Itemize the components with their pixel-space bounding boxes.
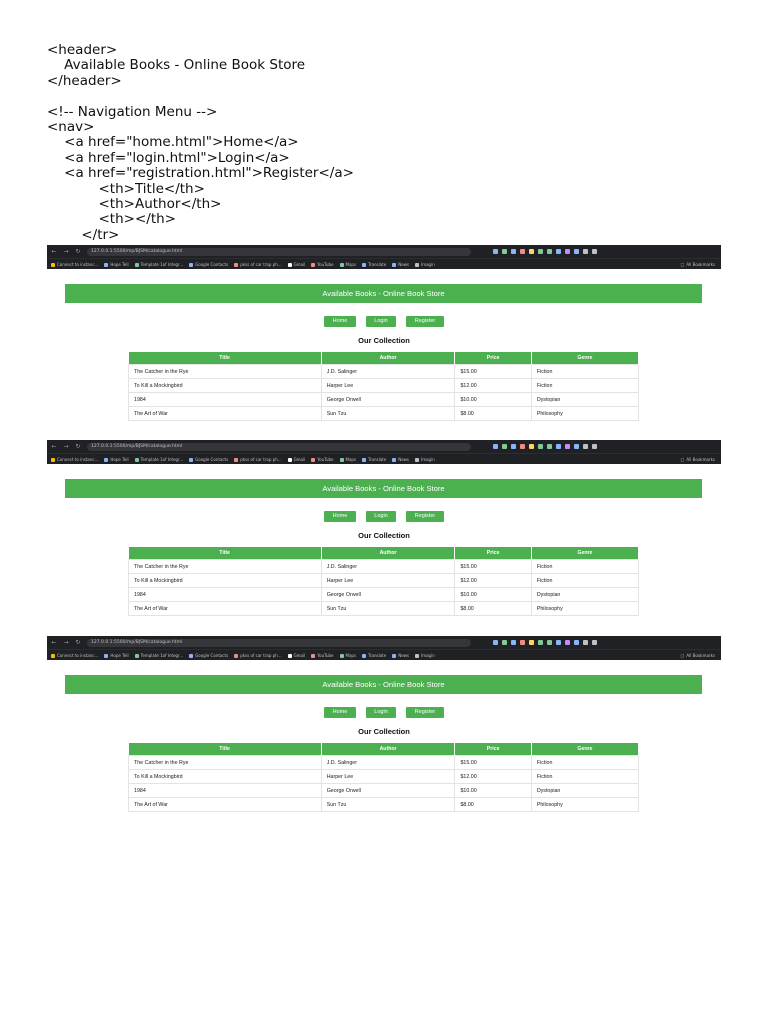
extension-icon[interactable] [583, 249, 588, 254]
table-header-row [129, 547, 639, 560]
bookmark-item[interactable] [51, 262, 98, 267]
table-cell: $10.00 [455, 393, 531, 407]
bookmark-item[interactable] [135, 653, 184, 658]
nav-link-login[interactable]: Login [366, 511, 396, 522]
table-cell: George Orwell [321, 588, 455, 602]
bookmark-label: Gmail [293, 262, 306, 267]
bookmark-item[interactable] [415, 457, 435, 462]
address-bar[interactable]: 127.0.0.1:5500/mp/BJSM/catalogue.html [87, 639, 471, 647]
bookmark-item[interactable] [362, 653, 386, 658]
table-cell: Fiction [531, 379, 638, 393]
extension-icon[interactable] [511, 640, 516, 645]
table-row [129, 560, 639, 574]
bookmark-label: pkss of car trap ph... [240, 653, 282, 658]
extension-icons [493, 640, 597, 645]
extension-icon[interactable] [520, 640, 525, 645]
browser-toolbar [47, 440, 721, 453]
code-line: <th>Title</th> [47, 180, 205, 197]
bookmark-label: Template 1of Integr... [140, 457, 184, 462]
code-line [47, 89, 354, 104]
site-header: Available Books - Online Book Store [65, 479, 702, 498]
table-cell: Dystopian [531, 784, 638, 798]
table-cell: 1984 [129, 784, 322, 798]
table-cell: Dystopian [531, 393, 638, 407]
table-cell: The Art of War [129, 602, 322, 616]
column-header-author: Author [321, 352, 455, 365]
bookmark-favicon-icon [362, 458, 366, 462]
extension-icon[interactable] [565, 640, 570, 645]
extension-icon[interactable] [547, 444, 552, 449]
extension-icon[interactable] [556, 249, 561, 254]
reload-icon[interactable]: ↻ [75, 443, 81, 450]
extension-icons [493, 444, 597, 449]
table-cell: Harper Lee [321, 379, 455, 393]
browser-screenshot [47, 440, 721, 616]
bookmark-item[interactable] [392, 457, 409, 462]
code-line: Available Books - Online Book Store [47, 57, 306, 74]
bookmark-favicon-icon [135, 458, 139, 462]
collection-title: Our Collection [358, 727, 410, 736]
table-cell: Sun Tzu [321, 407, 455, 421]
site-nav [47, 511, 721, 522]
table-cell: George Orwell [321, 393, 455, 407]
bookmark-favicon-icon [311, 263, 315, 267]
bookmark-item[interactable] [311, 262, 333, 267]
extension-icon[interactable] [538, 640, 543, 645]
extension-icon[interactable] [529, 249, 534, 254]
bookmark-favicon-icon [362, 654, 366, 658]
bookmark-item[interactable] [104, 653, 128, 658]
extension-icon[interactable] [529, 640, 534, 645]
extension-icon[interactable] [511, 249, 516, 254]
table-cell: $12.00 [455, 379, 531, 393]
bookmark-favicon-icon [135, 654, 139, 658]
bookmarks-bar [47, 258, 721, 270]
table-cell: $8.00 [455, 602, 531, 616]
nav-link-home[interactable]: Home [324, 707, 356, 718]
nav-link-login[interactable]: Login [366, 316, 396, 327]
code-line: <a href="home.html">Home</a> [47, 134, 299, 151]
table-cell: $15.00 [455, 365, 531, 379]
bookmark-favicon-icon [189, 458, 193, 462]
table-cell: The Art of War [129, 407, 322, 421]
bookmark-favicon-icon [51, 263, 55, 267]
bookmark-label: Hope Tell [110, 262, 129, 267]
extension-icon[interactable] [502, 249, 507, 254]
bookmark-favicon-icon [340, 263, 344, 267]
bookmark-favicon-icon [392, 458, 396, 462]
table-row [129, 798, 639, 812]
code-line: <th></th> [47, 211, 176, 228]
bookmark-item[interactable] [189, 262, 228, 267]
extension-icon[interactable] [529, 444, 534, 449]
table-cell: Fiction [531, 756, 638, 770]
table-row [129, 379, 639, 393]
bookmark-label: Imagin [421, 653, 435, 658]
table-cell: Harper Lee [321, 574, 455, 588]
extension-icon[interactable] [511, 444, 516, 449]
back-icon[interactable]: ← [51, 639, 57, 646]
extension-icon[interactable] [547, 640, 552, 645]
bookmark-label: Maps [345, 262, 357, 267]
table-cell: J.D. Salinger [321, 756, 455, 770]
column-header-genre: Genre [531, 547, 638, 560]
bookmark-label: Maps [345, 653, 357, 658]
code-line: </header> [47, 72, 122, 89]
extension-icon[interactable] [547, 249, 552, 254]
extension-icon[interactable] [583, 640, 588, 645]
table-cell: Fiction [531, 365, 638, 379]
bookmark-label: YouTube [317, 457, 334, 462]
bookmark-item[interactable] [135, 457, 184, 462]
bookmarks-bar [47, 649, 721, 661]
table-row [129, 602, 639, 616]
extension-icons [493, 249, 597, 254]
bookmark-favicon-icon [135, 263, 139, 267]
bookmark-label: Connect to instanc... [57, 457, 99, 462]
bookmark-item[interactable] [392, 653, 409, 658]
extension-icon[interactable] [493, 249, 498, 254]
table-cell: George Orwell [321, 784, 455, 798]
bookmark-favicon-icon [362, 263, 366, 267]
bookmark-favicon-icon [311, 458, 315, 462]
bookmark-favicon-icon [288, 654, 292, 658]
table-cell: $10.00 [455, 784, 531, 798]
table-cell: J.D. Salinger [321, 365, 455, 379]
extension-icon[interactable] [574, 249, 579, 254]
column-header-price: Price [455, 352, 531, 365]
extension-icon[interactable] [583, 444, 588, 449]
extension-icon[interactable] [502, 444, 507, 449]
forward-icon[interactable]: → [63, 639, 69, 646]
bookmark-favicon-icon [311, 654, 315, 658]
extension-icon[interactable] [493, 444, 498, 449]
bookmark-label: News [398, 653, 410, 658]
bookmark-favicon-icon [415, 263, 419, 267]
table-row [129, 588, 639, 602]
bookmark-favicon-icon [234, 458, 238, 462]
browser-toolbar [47, 636, 721, 649]
table-cell: J.D. Salinger [321, 560, 455, 574]
bookmark-item[interactable] [135, 262, 184, 267]
column-header-genre: Genre [531, 743, 638, 756]
back-icon[interactable]: ← [51, 443, 57, 450]
column-header-price: Price [455, 547, 531, 560]
bookmark-label: Google Contacts [195, 262, 229, 267]
extension-icon[interactable] [538, 444, 543, 449]
bookmark-label: Connect to instanc... [57, 653, 99, 658]
forward-icon[interactable]: → [63, 248, 69, 255]
table-row [129, 393, 639, 407]
table-cell: $12.00 [455, 574, 531, 588]
bookmark-favicon-icon [392, 263, 396, 267]
table-cell: To Kill a Mockingbird [129, 574, 322, 588]
extension-icon[interactable] [520, 249, 525, 254]
collection-title: Our Collection [358, 336, 410, 345]
table-header-row [129, 352, 639, 365]
extension-icon[interactable] [592, 249, 597, 254]
column-header-title: Title [129, 547, 322, 560]
bookmark-label: Connect to instanc... [57, 262, 99, 267]
column-header-price: Price [455, 743, 531, 756]
folder-icon: □ [680, 457, 685, 462]
bookmark-favicon-icon [104, 263, 108, 267]
bookmark-item[interactable] [311, 457, 333, 462]
table-cell: The Catcher in the Rye [129, 560, 322, 574]
code-line: <a href="registration.html">Register</a> [47, 165, 354, 182]
bookmark-item[interactable] [288, 262, 306, 267]
site-header: Available Books - Online Book Store [65, 675, 702, 694]
table-cell: Fiction [531, 574, 638, 588]
extension-icon[interactable] [556, 444, 561, 449]
extension-icon[interactable] [592, 640, 597, 645]
code-line: </tr> [47, 226, 120, 243]
table-cell: Philosophy [531, 407, 638, 421]
table-cell: 1984 [129, 588, 322, 602]
bookmark-favicon-icon [340, 458, 344, 462]
extension-icon[interactable] [592, 444, 597, 449]
table-header-row [129, 743, 639, 756]
address-bar[interactable]: 127.0.0.1:5500/mp/BJSM/catalogue.html [87, 248, 471, 256]
bookmark-favicon-icon [189, 263, 193, 267]
html-code-snippet [47, 43, 354, 243]
table-cell: $8.00 [455, 798, 531, 812]
bookmark-label: Translate [368, 457, 387, 462]
browser-screenshot [47, 636, 721, 812]
bookmark-label: YouTube [317, 653, 334, 658]
bookmark-item[interactable] [288, 653, 306, 658]
all-bookmarks-label: All Bookmarks [686, 653, 715, 658]
back-icon[interactable]: ← [51, 248, 57, 255]
bookmark-favicon-icon [288, 263, 292, 267]
reload-icon[interactable]: ↻ [75, 639, 81, 646]
extension-icon[interactable] [520, 444, 525, 449]
bookmark-label: Hope Tell [110, 457, 129, 462]
nav-link-register[interactable]: Register [406, 316, 444, 327]
bookmark-item[interactable] [362, 457, 386, 462]
code-line: <nav> [47, 118, 95, 135]
extension-icon[interactable] [574, 444, 579, 449]
nav-link-login[interactable]: Login [366, 707, 396, 718]
table-cell: Harper Lee [321, 770, 455, 784]
table-cell: Sun Tzu [321, 602, 455, 616]
bookmark-item[interactable] [311, 653, 333, 658]
bookmark-item[interactable] [234, 653, 281, 658]
code-line: <a href="login.html">Login</a> [47, 149, 290, 166]
bookmark-favicon-icon [104, 458, 108, 462]
all-bookmarks[interactable] [681, 262, 715, 267]
bookmark-favicon-icon [51, 458, 55, 462]
table-cell: The Art of War [129, 798, 322, 812]
bookmark-label: Imagin [421, 262, 435, 267]
browser-chrome [47, 636, 721, 660]
bookmark-item[interactable] [51, 653, 98, 658]
bookmark-favicon-icon [234, 263, 238, 267]
column-header-title: Title [129, 352, 322, 365]
bookmark-item[interactable] [104, 457, 128, 462]
bookmark-item[interactable] [104, 262, 128, 267]
bookmarks-bar [47, 453, 721, 465]
bookmark-label: Translate [368, 262, 387, 267]
bookmark-item[interactable] [189, 457, 228, 462]
table-row [129, 407, 639, 421]
books-table [128, 743, 639, 812]
folder-icon: □ [680, 262, 685, 267]
bookmark-label: Google Contacts [195, 457, 229, 462]
code-line: <th>Author</th> [47, 195, 222, 212]
bookmark-item[interactable] [340, 262, 357, 267]
table-row [129, 784, 639, 798]
books-table [128, 352, 639, 421]
extension-icon[interactable] [556, 640, 561, 645]
bookmark-label: Template 1of Integr... [140, 262, 184, 267]
table-cell: Philosophy [531, 602, 638, 616]
code-line: <header> [47, 42, 118, 58]
bookmark-label: Google Contacts [195, 653, 229, 658]
bookmark-item[interactable] [288, 457, 306, 462]
bookmark-label: Hope Tell [110, 653, 129, 658]
bookmark-label: News [398, 262, 410, 267]
bookmark-item[interactable] [340, 653, 357, 658]
all-bookmarks[interactable] [681, 653, 715, 658]
table-cell: Dystopian [531, 588, 638, 602]
table-row [129, 770, 639, 784]
all-bookmarks-label: All Bookmarks [686, 457, 715, 462]
table-cell: The Catcher in the Rye [129, 365, 322, 379]
extension-icon[interactable] [565, 249, 570, 254]
table-cell: To Kill a Mockingbird [129, 379, 322, 393]
browser-chrome [47, 440, 721, 464]
address-bar[interactable]: 127.0.0.1:5500/mp/BJSM/catalogue.html [87, 443, 471, 451]
table-cell: $8.00 [455, 407, 531, 421]
bookmark-item[interactable] [51, 457, 98, 462]
bookmark-favicon-icon [189, 654, 193, 658]
site-nav [47, 707, 721, 718]
forward-icon[interactable]: → [63, 443, 69, 450]
table-cell: $12.00 [455, 770, 531, 784]
table-cell: To Kill a Mockingbird [129, 770, 322, 784]
site-nav [47, 316, 721, 327]
table-cell: Sun Tzu [321, 798, 455, 812]
bookmark-item[interactable] [234, 457, 281, 462]
extension-icon[interactable] [502, 640, 507, 645]
table-cell: The Catcher in the Rye [129, 756, 322, 770]
bookmark-label: pkss of car trap ph... [240, 262, 282, 267]
bookmark-label: Maps [345, 457, 357, 462]
bookmark-favicon-icon [392, 654, 396, 658]
browser-chrome [47, 245, 721, 269]
bookmark-label: Translate [368, 653, 387, 658]
folder-icon: □ [680, 653, 685, 658]
nav-link-register[interactable]: Register [406, 707, 444, 718]
nav-link-home[interactable]: Home [324, 511, 356, 522]
nav-link-register[interactable]: Register [406, 511, 444, 522]
bookmark-label: YouTube [317, 262, 334, 267]
bookmark-label: News [398, 457, 410, 462]
bookmark-item[interactable] [340, 457, 357, 462]
bookmark-item[interactable] [415, 653, 435, 658]
bookmark-item[interactable] [189, 653, 228, 658]
bookmark-label: Gmail [293, 653, 306, 658]
table-cell: Fiction [531, 560, 638, 574]
all-bookmarks[interactable] [681, 457, 715, 462]
bookmark-item[interactable] [415, 262, 435, 267]
extension-icon[interactable] [538, 249, 543, 254]
table-cell: $15.00 [455, 560, 531, 574]
extension-icon[interactable] [493, 640, 498, 645]
table-row [129, 756, 639, 770]
browser-screenshot [47, 245, 721, 421]
table-cell: $15.00 [455, 756, 531, 770]
bookmark-label: pkss of car trap ph... [240, 457, 282, 462]
table-cell: Philosophy [531, 798, 638, 812]
extension-icon[interactable] [565, 444, 570, 449]
bookmark-favicon-icon [234, 654, 238, 658]
all-bookmarks-label: All Bookmarks [686, 262, 715, 267]
bookmark-favicon-icon [340, 654, 344, 658]
bookmark-item[interactable] [234, 262, 281, 267]
table-cell: 1984 [129, 393, 322, 407]
extension-icon[interactable] [574, 640, 579, 645]
bookmark-label: Imagin [421, 457, 435, 462]
books-table [128, 547, 639, 616]
table-row [129, 574, 639, 588]
site-header: Available Books - Online Book Store [65, 284, 702, 303]
bookmark-favicon-icon [51, 654, 55, 658]
column-header-author: Author [321, 547, 455, 560]
bookmark-favicon-icon [415, 458, 419, 462]
collection-title: Our Collection [358, 531, 410, 540]
bookmark-label: Gmail [293, 457, 306, 462]
bookmark-item[interactable] [392, 262, 409, 267]
bookmark-favicon-icon [104, 654, 108, 658]
table-cell: $10.00 [455, 588, 531, 602]
table-cell: Fiction [531, 770, 638, 784]
bookmark-favicon-icon [415, 654, 419, 658]
nav-link-home[interactable]: Home [324, 316, 356, 327]
column-header-author: Author [321, 743, 455, 756]
browser-toolbar [47, 245, 721, 258]
column-header-title: Title [129, 743, 322, 756]
bookmark-favicon-icon [288, 458, 292, 462]
column-header-genre: Genre [531, 352, 638, 365]
bookmark-item[interactable] [362, 262, 386, 267]
bookmark-label: Template 1of Integr... [140, 653, 184, 658]
code-line: <!-- Navigation Menu --> [47, 103, 218, 120]
table-row [129, 365, 639, 379]
reload-icon[interactable]: ↻ [75, 248, 81, 255]
